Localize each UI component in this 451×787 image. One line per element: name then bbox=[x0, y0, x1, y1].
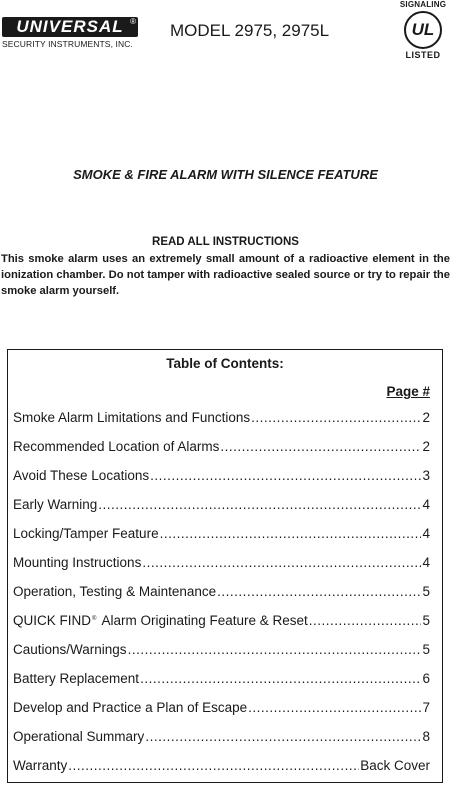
toc-entry bbox=[13, 671, 430, 700]
toc-leader-dots bbox=[98, 497, 421, 512]
toc-leader-dots bbox=[140, 671, 421, 686]
ul-circle-icon bbox=[404, 11, 442, 49]
toc-entry bbox=[13, 410, 430, 439]
toc-entry bbox=[13, 700, 430, 729]
toc-entry bbox=[13, 729, 430, 758]
toc-entry-label: Operation, Testing & Maintenance bbox=[13, 584, 217, 599]
toc-entry-page: 4 bbox=[422, 555, 430, 570]
ul-letters: UL bbox=[411, 20, 435, 39]
toc-entry-label: Early Warning bbox=[13, 497, 98, 512]
toc-entry-label: Avoid These Locations bbox=[13, 468, 150, 483]
radioactive-warning: This smoke alarm uses an extremely small amount of a radioactive element in the ionization chamber. Do not tamper with radioactive sealed source or try to repair the smoke alarm yourself. bbox=[1, 253, 450, 297]
registered-mark: ® bbox=[130, 17, 136, 26]
table-of-contents bbox=[7, 349, 443, 783]
toc-entry-page: 2 bbox=[422, 439, 430, 454]
toc-entry bbox=[13, 613, 430, 642]
toc-entry-label bbox=[13, 613, 308, 628]
toc-entry-label: Locking/Tamper Feature bbox=[13, 526, 159, 541]
ul-signaling-label: SIGNALING bbox=[399, 0, 447, 9]
read-instructions-heading: READ ALL INSTRUCTIONS bbox=[152, 236, 299, 248]
ul-listed-label: LISTED bbox=[405, 50, 441, 60]
toc-entry bbox=[13, 468, 430, 497]
toc-entry-label: Smoke Alarm Limitations and Functions bbox=[13, 410, 251, 425]
brand-logo bbox=[2, 17, 138, 49]
toc-leader-dots bbox=[160, 526, 422, 541]
toc-entry-page: 3 bbox=[422, 468, 430, 483]
toc-entry-label: Warranty bbox=[13, 758, 68, 773]
toc-leader-dots bbox=[217, 584, 421, 599]
toc-leader-dots bbox=[150, 468, 421, 483]
toc-leader-dots bbox=[251, 410, 421, 425]
toc-entry-page: 8 bbox=[422, 729, 430, 744]
toc-entry-page: 5 bbox=[422, 642, 430, 657]
toc-entry bbox=[13, 439, 430, 468]
toc-leader-dots bbox=[142, 555, 421, 570]
toc-title: Table of Contents: bbox=[166, 356, 284, 371]
toc-entry-page: 5 bbox=[422, 584, 430, 599]
toc-entry-label: Cautions/Warnings bbox=[13, 642, 127, 657]
toc-leader-dots bbox=[309, 613, 422, 628]
brand-subtitle: SECURITY INSTRUMENTS, INC. bbox=[2, 39, 133, 49]
toc-entry bbox=[13, 584, 430, 613]
toc-entry-label: Operational Summary bbox=[13, 729, 145, 744]
toc-page-header: Page # bbox=[386, 384, 430, 399]
brand-name: UNIVERSAL bbox=[16, 17, 124, 36]
toc-entry-page: 4 bbox=[422, 526, 430, 541]
toc-entry-label: Develop and Practice a Plan of Escape bbox=[13, 700, 248, 715]
model-number: MODEL 2975, 2975L bbox=[170, 21, 330, 40]
toc-entry-page: 7 bbox=[422, 700, 430, 715]
toc-entry-label-brand: QUICK FIND bbox=[13, 613, 92, 628]
registered-mark: ® bbox=[92, 616, 97, 622]
toc-entry bbox=[13, 497, 430, 526]
toc-entry bbox=[13, 642, 430, 671]
toc-leader-dots bbox=[220, 439, 421, 454]
toc-entry-label-rest: Alarm Originating Feature & Reset bbox=[98, 613, 308, 628]
toc-leader-dots bbox=[145, 729, 421, 744]
toc-entry-page: Back Cover bbox=[360, 758, 430, 773]
toc-entry-label: Mounting Instructions bbox=[13, 555, 142, 570]
toc-entry-page: 6 bbox=[422, 671, 430, 686]
toc-entry bbox=[13, 555, 430, 584]
toc-leader-dots bbox=[128, 642, 422, 657]
toc-entry-page: 5 bbox=[422, 613, 430, 628]
toc-leader-dots bbox=[68, 758, 359, 773]
toc-entry-label: Battery Replacement bbox=[13, 671, 140, 686]
toc-entry bbox=[13, 758, 430, 787]
toc-entry bbox=[13, 526, 430, 555]
toc-entry-label: Recommended Location of Alarms bbox=[13, 439, 220, 454]
brand-logo-bar bbox=[2, 17, 138, 37]
toc-entry-page: 2 bbox=[422, 410, 430, 425]
toc-leader-dots bbox=[248, 700, 421, 715]
toc-list bbox=[13, 410, 430, 787]
toc-entry-page: 4 bbox=[422, 497, 430, 512]
product-heading: SMOKE & FIRE ALARM WITH SILENCE FEATURE bbox=[73, 167, 378, 182]
ul-listing-mark bbox=[396, 0, 450, 64]
